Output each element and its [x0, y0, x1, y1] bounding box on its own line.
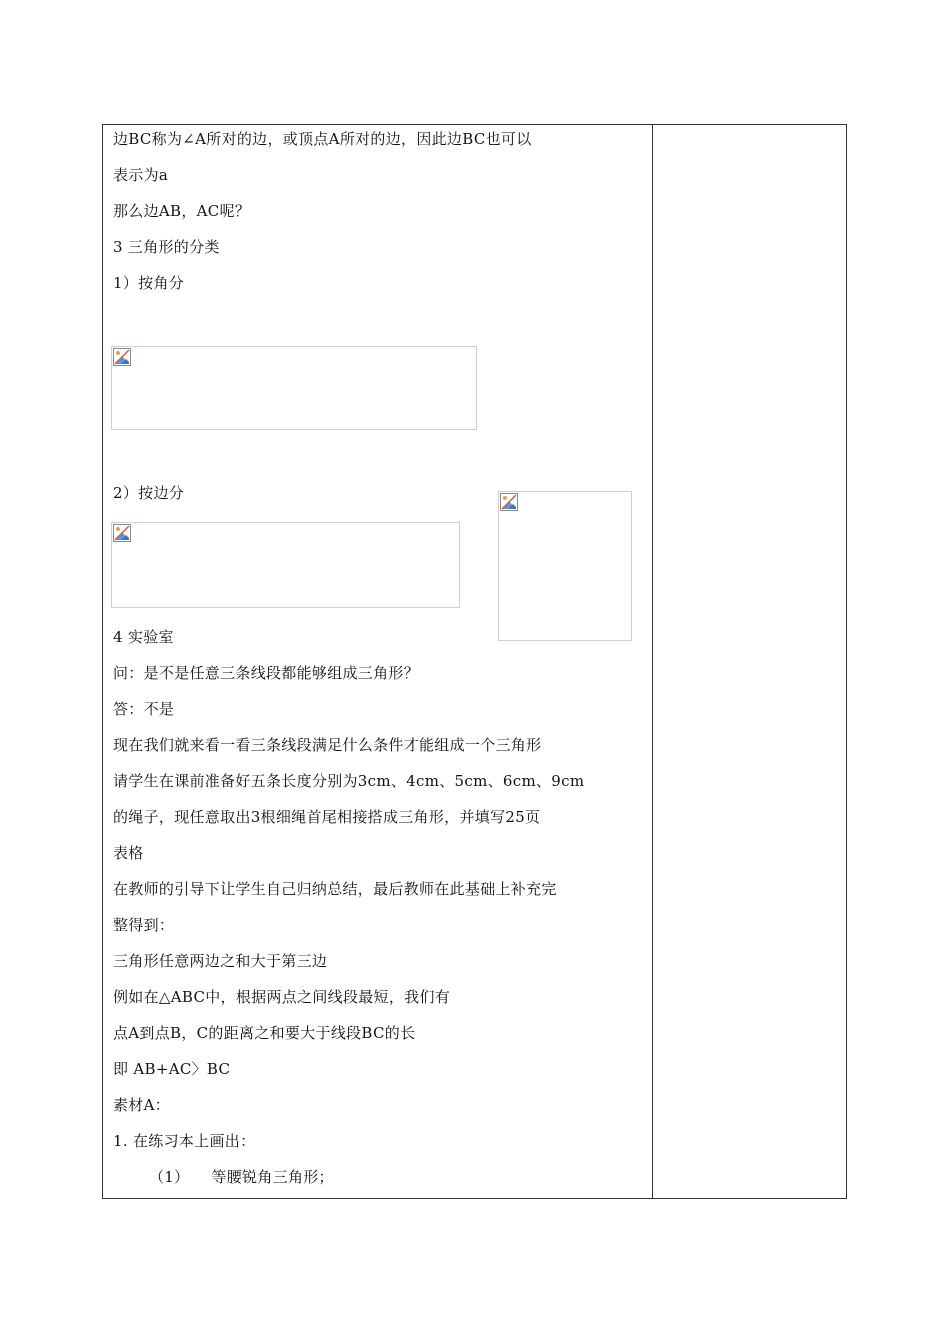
text-line: 点A到点B，C的距离之和要大于线段BC的长 [113, 1024, 416, 1042]
broken-image-icon [113, 524, 131, 542]
subsection-heading: 1）按角分 [113, 274, 185, 292]
text-line: 素材A： [113, 1096, 171, 1114]
text-line: 那么边AB，AC呢？ [113, 202, 251, 220]
text-line: 表示为a [113, 166, 169, 184]
text-line: 例如在△ABC中，根据两点之间线段最短，我们有 [113, 988, 451, 1006]
text-line: 在教师的引导下让学生自己归纳总结，最后教师在此基础上补充完 [113, 880, 557, 898]
exercise-subitem [149, 1167, 334, 1187]
subitem-text: 等腰锐角三角形； [211, 1168, 334, 1186]
broken-image-icon [500, 493, 518, 511]
lesson-table [102, 124, 847, 1199]
text-line: 的绳子，现任意取出3根细绳首尾相接搭成三角形，并填写25页 [113, 808, 541, 826]
section-heading: 4 实验室 [113, 628, 174, 646]
angle-classification-image [111, 346, 477, 430]
text-line: 问：是不是任意三条线段都能够组成三角形？ [113, 664, 420, 682]
triangle-diagram-image [498, 491, 632, 641]
text-line: 边BC称为∠A所对的边，或顶点A所对的边，因此边BC也可以 [113, 130, 532, 148]
text-line: 请学生在课前准备好五条长度分别为3cm、4cm、5cm、6cm、9cm [113, 772, 585, 790]
theorem-line: 三角形任意两边之和大于第三边 [113, 952, 328, 970]
exercise-item: 1. 在练习本上画出： [113, 1132, 256, 1150]
section-heading: 3 三角形的分类 [113, 238, 220, 256]
text-line: 表格 [113, 844, 144, 862]
text-line: 整得到： [113, 916, 175, 934]
subsection-heading: 2）按边分 [113, 484, 185, 502]
text-line: 答：不是 [113, 700, 175, 718]
column-divider [652, 125, 653, 1198]
formula-line: 即 AB+AC〉BC [113, 1060, 231, 1078]
text-line: 现在我们就来看一看三条线段满足什么条件才能组成一个三角形 [113, 736, 542, 754]
broken-image-icon [113, 348, 131, 366]
side-classification-image [111, 522, 460, 608]
subitem-number: （1） [149, 1168, 190, 1186]
